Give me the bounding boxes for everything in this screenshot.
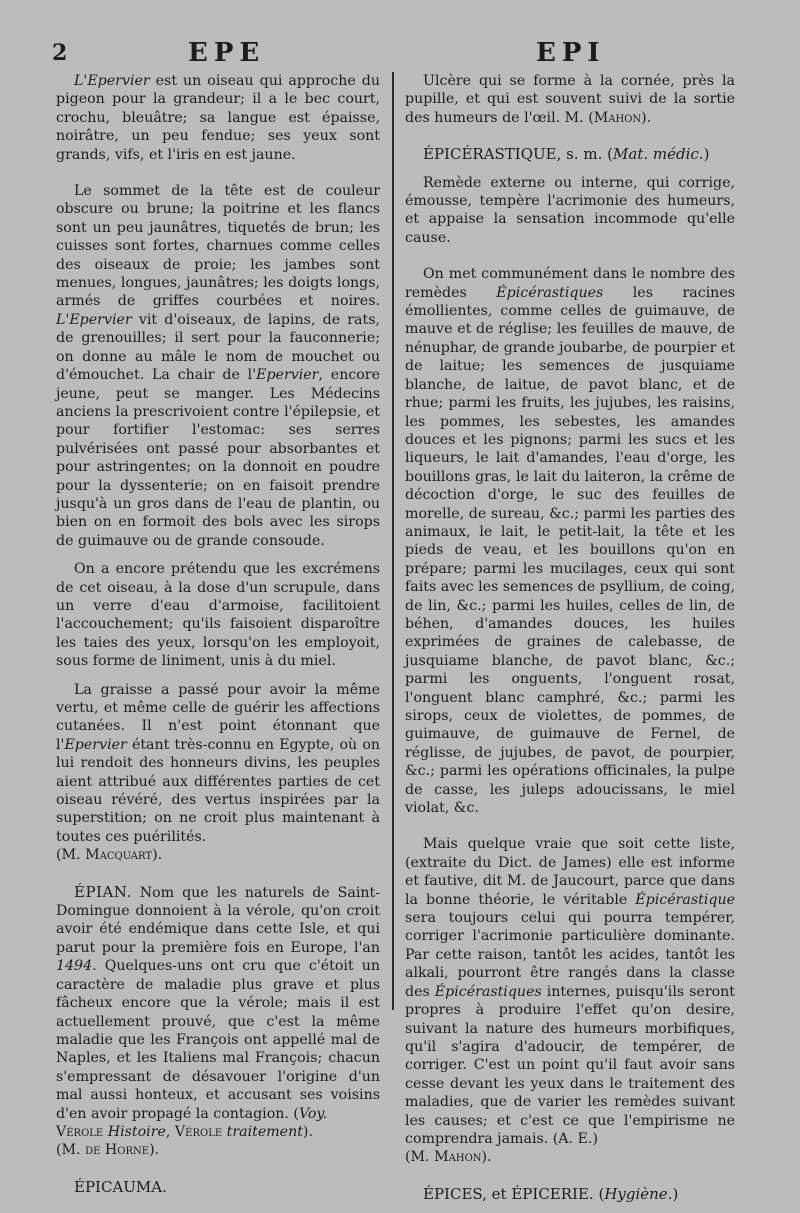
headword-epicerastique: ÉPICÉRASTIQUE	[423, 145, 557, 164]
entry-epian: ÉPIAN. Nom que les naturels de Saint-Domingue donnoient à la vérole, qu'on croit avoir été endémique dans cette Isle, et qui parut pour la première fois en Europe, l'an 1494. Quelques-uns ont cru que c'étoit un caractère de maladie plus grave et plus fâcheux encore que la vérole; mais il est actuellement prouvé, que c'est la même maladie que les François ont appellé mal de Naples, et les Italiens mal François; chacun s'empressant de désavouer l'origine d'un mal aussi honteux, et accusant ses voisins d'en avoir propagé la contagion. (Voy. Vérole Histoire, Vérole traitement). (M. de Horne).	[56, 882, 380, 1159]
paragraph-epervier-description: L'Epervier est un oiseau qui approche du pigeon pour la grandeur; il a le bec court, crochu, bleuâtre; sa langue est épaisse, noirâtre, un peu fendue; ses yeux sont grands, vifs, et l'iris en est jaune.	[56, 73, 380, 163]
right-column	[405, 72, 735, 1213]
page-header	[0, 36, 800, 70]
paragraph-epicerastique-definition: Remède externe ou interne, qui corrige, émousse, tempère l'acrimonie des humeurs, et appaise la sensation incommode qu'elle cause.	[405, 174, 735, 246]
headword-epices: ÉPICES, et ÉPICERIE.	[423, 1184, 594, 1203]
running-head-right: EPI	[536, 38, 606, 68]
author-signature: (M. de Horne).	[56, 1142, 160, 1159]
page-number: 2	[52, 40, 68, 66]
paragraph-epicerastique-critique: Mais quelque vraie que soit cette liste, (extraite du Dict. de James) elle est informe et fautive, dit M. de Jaucourt, parce que dans la bonne théorie, le véritable Épicérastique sera toujours celui qui pourra tempérer, corriger l'acrimonie particulière dominante. Par cette raison, tantôt les acides, tantôt les alkali, pourront être rangés dans la classe des Épicérastiques internes, puisqu'ils seront propres à produire l'effet qu'on desire, suivant la nature des humeurs morbifiques, qu'il s'agira d'adoucir, de tempérer, de corriger. C'est un point qu'il faut avoir sans cesse devant les yeux dans le traitement des maladies, que de varier les remèdes suivant les causes; et c'est ce que l'empirisme ne comprendra jamais. (A. E.) (M. Mahon).	[405, 836, 735, 1166]
running-head-left: EPE	[188, 38, 266, 68]
column-divider	[392, 72, 394, 1010]
entry-epicerastique: ÉPICÉRASTIQUE, s. m. (Mat. médic.)	[423, 145, 710, 164]
left-column	[56, 72, 380, 1206]
author-signature: (M. Macquart).	[56, 847, 163, 864]
paragraph-epervier-excremens: On a encore prétendu que les excrémens de cet oiseau, à la dose d'un scrupule, dans un verre d'eau d'armoise, facilitoient l'accouchement; qu'ils faisoient disparoître les taies des yeux, lorsqu'on les employoit, sous forme de liniment, unis à du miel.	[56, 561, 380, 670]
paragraph-epervier-plumage: Le sommet de la tête est de couleur obscure ou brune; la poitrine et les flancs sont un peu jaunâtres, tiquetés de brun; les cuisses sont fortes, charnues comme celles des oiseaux de proie; les jambes sont menues, longues, jaunâtres; les doigts longs, armés de griffes courbées et noires. L'Epervier vit d'oiseaux, de lapins, de rats, de grenouilles; il sert pour la fauconnerie; on donne au mâle le nom de mouchet ou d'émouchet. La chair de l'Epervier, encore jeune, peut se manger. Les Médecins anciens la prescrivoient contre l'épilepsie, et pour fortifier l'estomac: ses serres pulvérisées ont passé pour absorbantes et pour astringentes; on la donnoit en poudre pour la dyssenterie; on en faisoit prendre jusqu'à un gros dans de l'eau de plantin, ou bien on en formoit des bols avec les sirops de guimauve ou de grande consoude.	[56, 183, 380, 549]
entry-epices: ÉPICES, et ÉPICERIE. (Hygiène.)	[423, 1184, 679, 1203]
paragraph-epicauma-definition: Ulcère qui se forme à la cornée, près la pupille, et qui est souvent suivi de la sortie des humeurs de l'œil. M. (Mahon).	[405, 73, 735, 126]
author-signature: (M. Mahon).	[405, 1149, 492, 1166]
headword-epian: ÉPIAN.	[74, 882, 132, 901]
paragraph-epervier-graisse: La graisse a passé pour avoir la même vertu, et même celle de guérir les affections cutanées. Il n'est point étonnant que l'Epervier étant très-connu en Egypte, où on lui rendoit des honneurs divins, les peuples aient attribué aux différentes parties de cet oiseau révéré, des vertus inspirées par la superstition; on ne croit plus maintenant à toutes ces puérilités. (M. Macquart).	[56, 681, 380, 864]
headword-epicauma: ÉPICAUMA.	[74, 1177, 167, 1196]
paragraph-epicerastique-list: On met communément dans le nombre des remèdes Épicérastiques les racines émollientes, comme celles de guimauve, de mauve et de réglise; les feuilles de mauve, de nénuphar, de grande joubarbe, de pourpier et de laitue; les semences de jusquiame blanche, de laitue, de pavot blanc, et de rhue; parmi les fruits, les jujubes, les raisins, les pommes, les sebestes, les amandes douces et les pignons; parmi les sucs et les liqueurs, le lait d'amandes, l'eau d'orge, les bouillons gras, le lait du laiteron, la crême de décoction d'orge, le suc des feuilles de morelle, de sureau, &c.; parmi les parties des animaux, le lait, le petit-lait, la tête et les pieds de veau, et les bouillons qu'on en prépare; parmi les mucilages, ceux qui sont faits avec les semences de psyllium, de coing, de lin, &c.; parmi les huiles, celles de lin, de béhen, d'amandes douces, les huiles exprimées de graines de calebasse, de jusquiame blanche, de pavot blanc, &c.; parmi les onguents, l'onguent rosat, l'onguent blanc camphré, &c.; parmi les sirops, ceux de violettes, de pommes, de guimauve, de guimauve de Fernel, de réglisse, de jujubes, de pavot, de pourpier, &c.; parmi les opérations officinales, la pulpe de casse, les juleps adoucissans, le miel violat, &c.	[405, 266, 735, 817]
